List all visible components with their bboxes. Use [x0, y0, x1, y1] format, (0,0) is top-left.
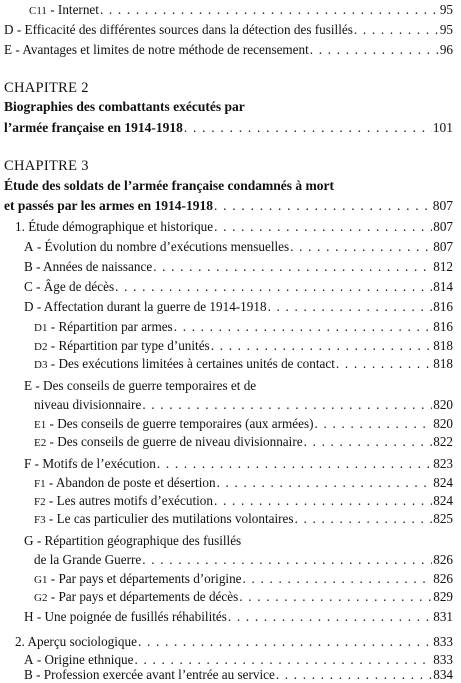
toc-entry[interactable]	[24, 239, 453, 255]
entry-page: 101	[432, 120, 453, 135]
entry-label: - Âge de décès	[32, 279, 115, 294]
entry-label: 1. Étude démographique et historique	[15, 219, 214, 234]
entry-code: G	[24, 533, 34, 548]
toc-entry[interactable]	[34, 493, 453, 510]
entry-code: D1	[34, 322, 48, 334]
leader-dots	[336, 356, 432, 372]
leader-dots	[214, 219, 432, 235]
toc-entry[interactable]	[29, 2, 453, 19]
leader-dots	[184, 120, 432, 136]
entry-page: 831	[433, 609, 453, 624]
entry-label: - Efficacité des différentes sources dans la détection des fusillés	[13, 22, 353, 37]
entry-code: H	[24, 609, 34, 624]
entry-label: - Évolution du nombre d’exécutions mensuelles	[33, 239, 290, 254]
entry-code: C	[24, 279, 33, 294]
entry-label: - Une poignée de fusillés réhabilités	[33, 609, 227, 624]
entry-page: 822	[433, 434, 453, 449]
entry-label: - Par pays et départements de décès	[47, 589, 239, 604]
entry-page: 826	[433, 552, 453, 567]
entry-label: - Origine ethnique	[33, 652, 134, 667]
toc-entry[interactable]	[34, 589, 453, 606]
leader-dots	[276, 667, 432, 683]
entry-code: F	[24, 456, 32, 471]
leader-dots	[214, 198, 432, 214]
leader-dots	[310, 42, 439, 58]
entry-page: 816	[433, 299, 453, 314]
toc-entry[interactable]	[34, 319, 453, 336]
toc-entry[interactable]	[4, 198, 453, 214]
entry-label: et passés par les armes en 1914-1918	[4, 198, 213, 213]
entry-label: - Répartition géographique des fusillés	[33, 533, 242, 548]
entry-label: - Des exécutions limitées à certaines unités de contact	[47, 356, 335, 371]
entry-label: - Avantages et limites de notre méthode de recensement	[12, 42, 309, 57]
entry-label: l’armée française en 1914-1918	[4, 120, 183, 135]
entry-label: - Internet	[46, 2, 99, 17]
entry-label: - Années de naissance	[32, 259, 153, 274]
entry-label: - Motifs de l’exécution	[31, 456, 156, 471]
leader-dots	[142, 552, 432, 568]
entry-label: - Des conseils de guerre de niveau divisionnaire	[46, 434, 303, 449]
entry-page: 823	[433, 456, 453, 471]
entry-label: 2. Aperçu sociologique	[15, 634, 137, 649]
toc-entry-heading	[24, 378, 256, 394]
toc-entry[interactable]	[4, 42, 453, 58]
toc-entry[interactable]	[34, 356, 453, 373]
leader-dots	[239, 589, 432, 605]
entry-code: F3	[34, 514, 46, 526]
entry-page: 96	[439, 42, 453, 57]
leader-dots	[157, 456, 432, 472]
entry-page: 818	[433, 338, 453, 353]
entry-code: B	[24, 667, 33, 682]
entry-page: 829	[433, 589, 453, 604]
entry-code: E	[4, 42, 13, 57]
entry-page: 824	[433, 475, 453, 490]
chapter-heading: CHAPITRE 2	[4, 80, 89, 96]
leader-dots	[354, 22, 439, 38]
toc-entry[interactable]	[15, 634, 453, 650]
toc-entry[interactable]	[24, 456, 453, 472]
entry-label: - Des conseils de guerre temporaires (aux armées)	[46, 416, 314, 431]
toc-entry[interactable]	[34, 475, 453, 492]
entry-label: - Les autres motifs d’exécution	[45, 493, 213, 508]
toc-entry[interactable]	[34, 434, 453, 451]
toc-entry[interactable]	[24, 609, 453, 625]
entry-code: D	[4, 22, 14, 37]
toc-entry[interactable]	[4, 22, 453, 38]
entry-label: - Des conseils de guerre temporaires et de	[32, 378, 257, 393]
entry-code: F1	[34, 478, 46, 490]
entry-page: 833	[433, 652, 453, 667]
entry-page: 826	[433, 571, 453, 586]
entry-code: D3	[34, 359, 48, 371]
leader-dots	[304, 434, 433, 450]
leader-dots	[295, 511, 433, 527]
entry-code: A	[24, 652, 34, 667]
toc-entry[interactable]	[34, 511, 453, 528]
entry-code: D2	[34, 341, 48, 353]
entry-label: de la Grande Guerre	[34, 552, 142, 567]
entry-label: niveau divisionnaire	[34, 397, 142, 412]
entry-code: E2	[34, 437, 47, 449]
leader-dots	[217, 475, 433, 491]
entry-code: C11	[29, 5, 47, 17]
leader-dots	[100, 2, 439, 18]
entry-page: 825	[433, 511, 453, 526]
leader-dots	[174, 319, 433, 335]
chapter-title-line: Biographies des combattants exécutés par	[4, 99, 245, 114]
leader-dots	[138, 634, 432, 650]
leader-dots	[315, 416, 433, 432]
entry-page: 833	[433, 634, 453, 649]
entry-label: - Le cas particulier des mutilations volontaires	[45, 511, 294, 526]
leader-dots	[153, 259, 432, 275]
entry-code: E	[24, 378, 33, 393]
entry-page: 807	[433, 219, 453, 234]
toc-entry[interactable]	[24, 279, 453, 295]
entry-page: 824	[433, 493, 453, 508]
chapter-title-line: Étude des soldats de l’armée française condamnés à mort	[4, 178, 334, 193]
toc-entry[interactable]	[34, 571, 453, 588]
entry-label: - Profession exercée avant l’entrée au service	[32, 667, 275, 682]
entry-code: B	[24, 259, 33, 274]
entry-page: 820	[433, 397, 453, 412]
toc-entry[interactable]	[4, 120, 453, 136]
entry-page: 818	[433, 356, 453, 371]
toc-entry-heading	[24, 533, 241, 549]
entry-label: - Répartition par armes	[47, 319, 173, 334]
entry-page: 95	[439, 2, 453, 17]
entry-page: 820	[433, 416, 453, 431]
entry-code: A	[24, 239, 34, 254]
leader-dots	[142, 397, 432, 413]
toc-entry[interactable]	[34, 338, 453, 355]
entry-page: 95	[439, 22, 453, 37]
leader-dots	[135, 652, 433, 668]
entry-page: 834	[433, 667, 453, 682]
entry-code: G1	[34, 574, 48, 586]
leader-dots	[228, 609, 432, 625]
entry-label: - Par pays et départements d’origine	[47, 571, 242, 586]
entry-code: F2	[34, 496, 46, 508]
leader-dots	[243, 571, 433, 587]
leader-dots	[211, 338, 433, 354]
entry-code: G2	[34, 592, 48, 604]
entry-label: - Abandon de poste et désertion	[45, 475, 216, 490]
leader-dots	[268, 299, 433, 315]
entry-code: E1	[34, 419, 47, 431]
leader-dots	[290, 239, 432, 255]
toc-entry[interactable]	[15, 219, 453, 235]
entry-page: 814	[433, 279, 453, 294]
toc-entry[interactable]	[24, 652, 453, 668]
chapter-heading: CHAPITRE 3	[4, 158, 89, 174]
entry-label: - Affectation durant la guerre de 1914-1918	[33, 299, 267, 314]
toc-entry[interactable]	[34, 416, 453, 433]
leader-dots	[115, 279, 432, 295]
entry-page: 807	[432, 198, 453, 213]
toc-entry[interactable]	[34, 397, 453, 413]
toc-entry[interactable]	[24, 259, 453, 275]
entry-code: D	[24, 299, 34, 314]
entry-page: 812	[433, 259, 453, 274]
toc-entry[interactable]	[34, 552, 453, 568]
entry-page: 816	[433, 319, 453, 334]
leader-dots	[214, 493, 432, 509]
toc-entry[interactable]	[24, 667, 453, 683]
entry-page: 807	[433, 239, 453, 254]
toc-entry[interactable]	[24, 299, 453, 315]
entry-label: - Répartition par type d’unités	[47, 338, 210, 353]
